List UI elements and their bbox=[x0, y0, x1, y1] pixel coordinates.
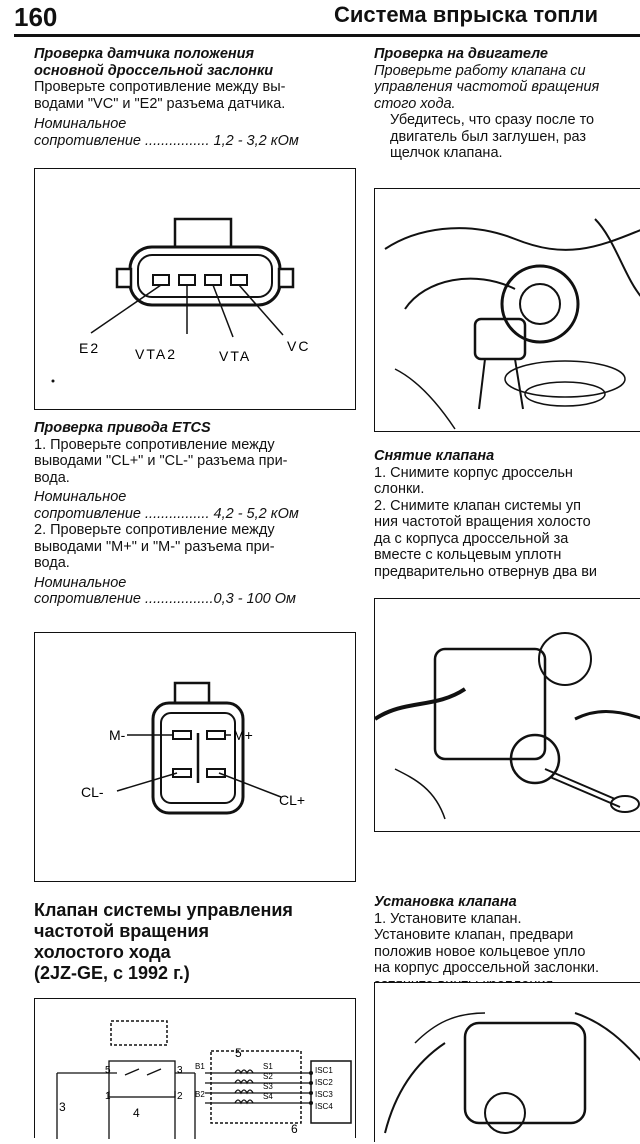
etcs-p2-1: 2. Проверьте сопротивление между bbox=[34, 522, 275, 538]
etcs-spec-1: сопротивление ................ 4,2 - 5,2 кОм bbox=[34, 505, 299, 522]
circuit-num-4: 4 bbox=[133, 1106, 140, 1120]
tps-latch bbox=[175, 219, 231, 249]
removal-text-7: предварительно отвернув два ви bbox=[374, 563, 598, 580]
removal-text-4: ния частотой вращения холосто bbox=[374, 514, 591, 530]
circuit-num-5a: 5 bbox=[105, 1065, 111, 1076]
isc-valve-engine-image bbox=[374, 188, 640, 432]
isc-title-2: частотой вращения bbox=[34, 921, 209, 941]
header-rule bbox=[14, 34, 640, 37]
term-s3: S3 bbox=[263, 1082, 273, 1091]
term-b2: B2 bbox=[195, 1090, 205, 1099]
isc-title-4: (2JZ-GE, с 1992 г.) bbox=[34, 963, 190, 983]
etcs-pin-m+ bbox=[207, 731, 225, 739]
page-number: 160 bbox=[14, 2, 58, 32]
engine-heading: Проверка на двигателе bbox=[374, 46, 548, 62]
term-s2: S2 bbox=[263, 1072, 273, 1081]
term-s1: S1 bbox=[263, 1062, 273, 1071]
engine-text2-3: щелчок клапана. bbox=[390, 145, 503, 161]
isc-circuit-diagram bbox=[34, 998, 356, 1138]
tps-pin-vc bbox=[231, 275, 247, 285]
etcs-nominal-1: Номинальное bbox=[34, 489, 127, 505]
engine-text-3: стого хода. bbox=[374, 95, 456, 112]
term-s4: S4 bbox=[263, 1092, 273, 1101]
engine-text-1: Проверьте работу клапана си bbox=[374, 62, 586, 79]
pin-label-vc: VC bbox=[287, 338, 311, 354]
isc2-label: ISC2 bbox=[315, 1078, 333, 1087]
tps-text-2: водами "VC" и "E2" разъема датчика. bbox=[34, 95, 286, 112]
etcs-pin-cl+ bbox=[207, 769, 225, 777]
install-text-1: 1. Установите клапан. bbox=[374, 910, 522, 927]
term-b1: B1 bbox=[195, 1062, 205, 1071]
install-section bbox=[374, 894, 640, 993]
removal-section bbox=[374, 448, 640, 580]
pin-label-vta2: VTA2 bbox=[135, 346, 177, 362]
etcs-p2-3: вода. bbox=[34, 555, 70, 571]
circuit-num-2: 2 bbox=[177, 1091, 183, 1102]
pin-label-vta: VTA bbox=[219, 348, 252, 364]
engine-text-2: управления частотой вращения bbox=[374, 79, 600, 95]
tps-nominal: Номинальное bbox=[34, 116, 127, 132]
tps-section bbox=[34, 46, 359, 149]
removal-text-1: 1. Снимите корпус дроссельн bbox=[374, 464, 573, 481]
etcs-spec-2: сопротивление .................0,3 - 100 Ом bbox=[34, 591, 296, 607]
etcs-nominal-2: Номинальное bbox=[34, 574, 127, 591]
removal-text-5: да с корпуса дроссельной за bbox=[374, 530, 569, 547]
pin-label-cl-: CL- bbox=[81, 784, 104, 800]
etcs-connector-figure bbox=[34, 632, 356, 882]
tps-pin-e2 bbox=[153, 275, 169, 285]
install-text-2: Установите клапан, предвари bbox=[374, 927, 574, 943]
etcs-p2-2: выводами "M+" и "M-" разъема при- bbox=[34, 538, 275, 555]
etcs-p1-2: выводами "CL+" и "CL-" разъема при- bbox=[34, 453, 288, 469]
valve-removal-image bbox=[374, 598, 640, 832]
tps-heading-2: основной дроссельной заслонки bbox=[34, 62, 274, 79]
install-text-4: на корпус дроссельной заслонки. bbox=[374, 960, 599, 976]
engine-check-section bbox=[374, 46, 640, 162]
tps-pin-vta bbox=[205, 275, 221, 285]
tps-text-1: Проверьте сопротивление между вы- bbox=[34, 79, 286, 95]
install-heading: Установка клапана bbox=[374, 894, 517, 910]
isc-title-1: Клапан системы управления bbox=[34, 900, 293, 920]
removal-text-6: вместе с кольцевым уплотн bbox=[374, 547, 562, 563]
circuit-num-1: 1 bbox=[105, 1091, 111, 1102]
etcs-p1-1: 1. Проверьте сопротивление между bbox=[34, 436, 275, 453]
isc1-label: ISC1 bbox=[315, 1066, 333, 1075]
section-title: Система впрыска топли bbox=[334, 2, 599, 27]
tps-heading-1: Проверка датчика положения bbox=[34, 46, 255, 62]
pin-label-e2: E2 bbox=[79, 340, 101, 356]
engine-text2-2: двигатель был заглушен, раз bbox=[390, 128, 587, 145]
pin-label-m+: M+ bbox=[233, 727, 253, 743]
pin-label-m-: M- bbox=[109, 727, 126, 743]
isc-title-3: холостого хода bbox=[34, 942, 171, 962]
etcs-pin-m- bbox=[173, 731, 191, 739]
removal-text-2: слонки. bbox=[374, 481, 425, 497]
circuit-num-6: 6 bbox=[291, 1122, 298, 1136]
removal-text-3: 2. Снимите клапан системы уп bbox=[374, 497, 581, 514]
etcs-heading: Проверка привода ETCS bbox=[34, 420, 211, 436]
install-text-3: положив новое кольцевое упло bbox=[374, 943, 586, 960]
circuit-num-3a: 3 bbox=[177, 1065, 183, 1076]
tps-connector-figure bbox=[34, 168, 356, 410]
valve-install-image bbox=[374, 982, 640, 1142]
tps-spec: сопротивление ................ 1,2 - 3,2 кОм bbox=[34, 132, 299, 149]
isc4-label: ISC4 bbox=[315, 1102, 333, 1111]
engine-text2-1: Убедитесь, что сразу после то bbox=[390, 112, 595, 128]
pin-label-cl+: CL+ bbox=[279, 792, 306, 808]
etcs-section bbox=[34, 420, 359, 608]
tps-pin-vta2 bbox=[179, 275, 195, 285]
isc-valve-title bbox=[34, 900, 364, 984]
circuit-num-5b: 5 bbox=[235, 1046, 242, 1060]
removal-heading: Снятие клапана bbox=[374, 448, 495, 464]
isc3-label: ISC3 bbox=[315, 1090, 333, 1099]
circuit-num-3b: 3 bbox=[59, 1100, 66, 1114]
etcs-p1-3: вода. bbox=[34, 469, 70, 486]
